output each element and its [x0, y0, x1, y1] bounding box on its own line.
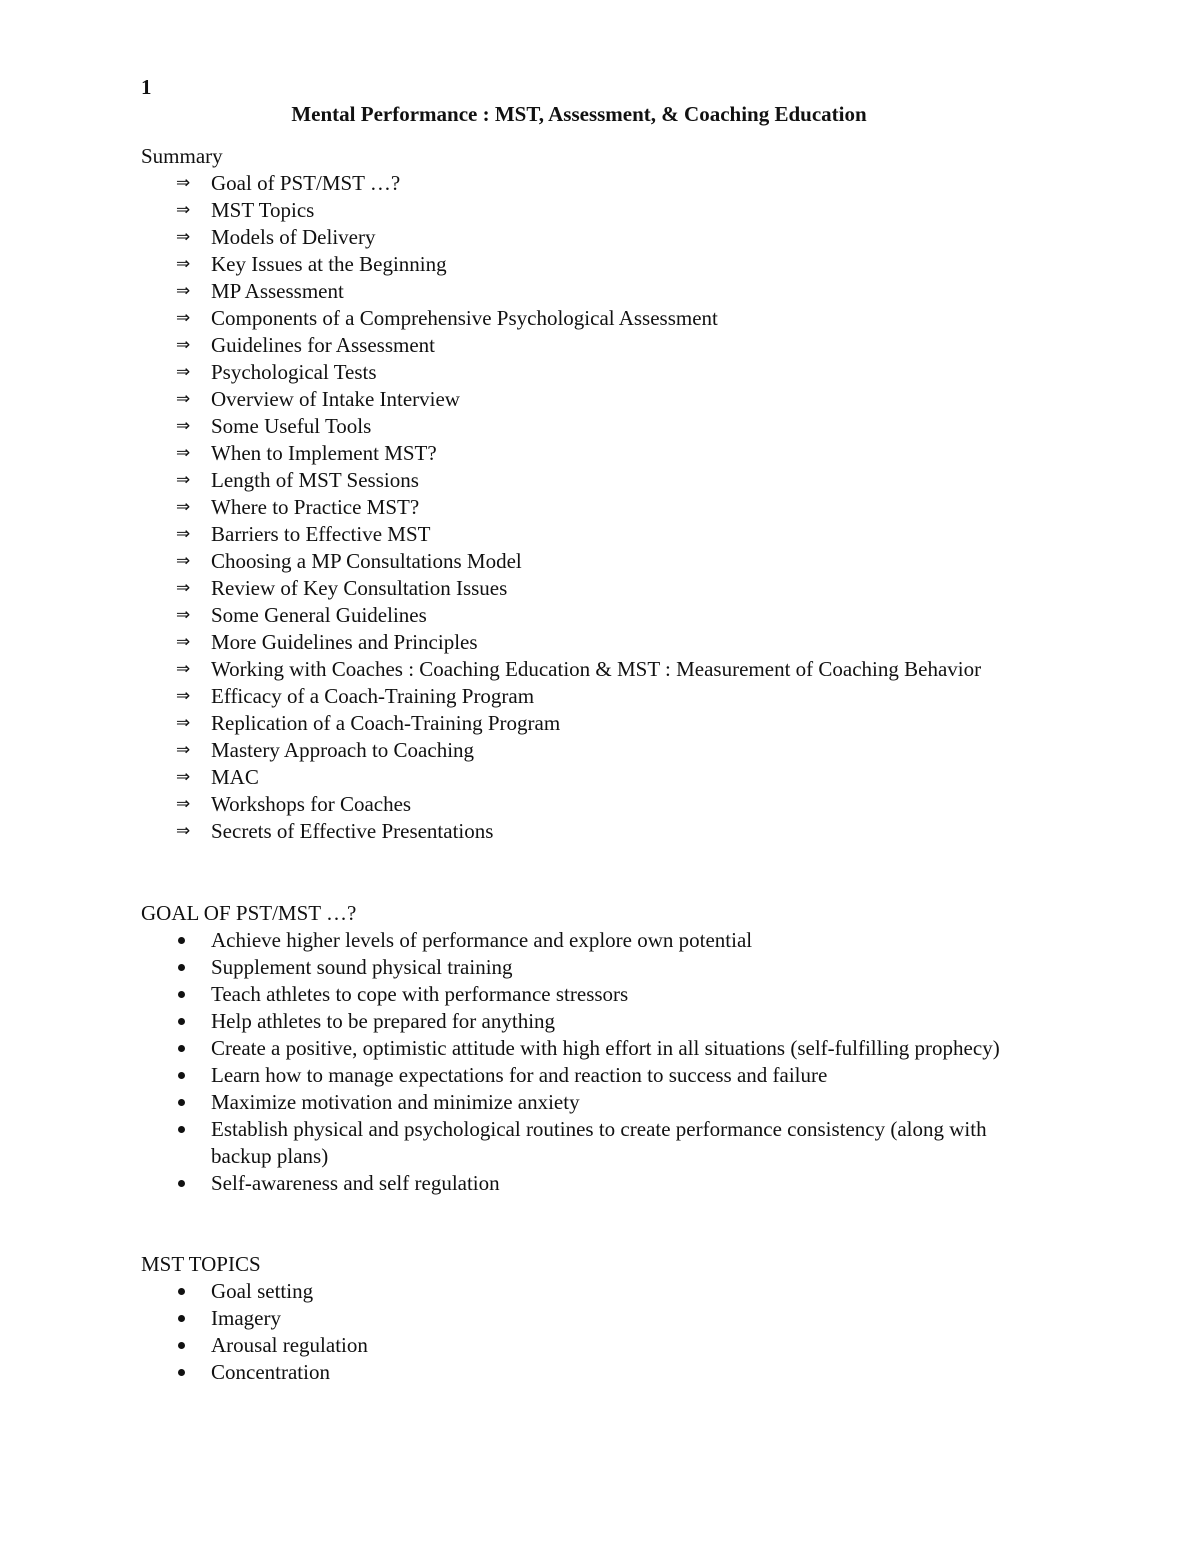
bullet-dot-icon: [178, 1099, 185, 1106]
goals-list: [141, 927, 1041, 1197]
list-item: [141, 602, 1041, 629]
document-title: Mental Performance : MST, Assessment, & Coaching Education: [291, 102, 867, 126]
double-arrow-icon: ⇒: [176, 443, 191, 463]
double-arrow-icon: ⇒: [176, 416, 191, 436]
list-item: [141, 629, 1041, 656]
list-item-text: Psychological Tests: [211, 360, 377, 384]
goals-section: [141, 900, 1041, 1197]
list-item-text: Concentration: [211, 1360, 330, 1384]
list-item-text: Achieve higher levels of performance and explore own potential: [211, 928, 753, 952]
list-item-text: Create a positive, optimistic attitude with high effort in all situations (self-fulfilling prophecy): [211, 1036, 1000, 1060]
double-arrow-icon: ⇒: [176, 200, 191, 220]
list-item: [141, 1359, 1041, 1386]
list-item: [141, 1089, 1041, 1116]
summary-section: [141, 143, 1041, 845]
bullet-dot-icon: [178, 1342, 185, 1349]
list-item: [141, 764, 1041, 791]
list-item: [141, 818, 1041, 845]
list-item: [141, 197, 1041, 224]
summary-heading: Summary: [141, 144, 223, 168]
list-item: [141, 386, 1041, 413]
double-arrow-icon: ⇒: [176, 605, 191, 625]
double-arrow-icon: ⇒: [176, 254, 191, 274]
double-arrow-icon: ⇒: [176, 821, 191, 841]
list-item: [141, 656, 1041, 683]
list-item: [141, 494, 1041, 521]
double-arrow-icon: ⇒: [176, 497, 191, 517]
topics-section: [141, 1251, 1041, 1386]
list-item: [141, 1278, 1041, 1305]
list-item: [141, 170, 1041, 197]
list-item-text: MP Assessment: [211, 279, 344, 303]
list-item: [141, 305, 1041, 332]
list-item-text: Some Useful Tools: [211, 414, 372, 438]
summary-list: [141, 170, 1041, 845]
list-item: [141, 954, 1041, 981]
list-item-text: Goal setting: [211, 1279, 314, 1303]
bullet-dot-icon: [178, 1072, 185, 1079]
list-item-text: MAC: [211, 765, 259, 789]
list-item: [141, 548, 1041, 575]
double-arrow-icon: ⇒: [176, 362, 191, 382]
bullet-dot-icon: [178, 1180, 185, 1187]
double-arrow-icon: ⇒: [176, 794, 191, 814]
double-arrow-icon: ⇒: [176, 578, 191, 598]
list-item: [141, 1305, 1041, 1332]
double-arrow-icon: ⇒: [176, 767, 191, 787]
list-item-text: Length of MST Sessions: [211, 468, 419, 492]
double-arrow-icon: ⇒: [176, 740, 191, 760]
double-arrow-icon: ⇒: [176, 308, 191, 328]
double-arrow-icon: ⇒: [176, 335, 191, 355]
double-arrow-icon: ⇒: [176, 389, 191, 409]
list-item: [141, 278, 1041, 305]
list-item: [141, 981, 1041, 1008]
list-item-text: When to Implement MST?: [211, 441, 437, 465]
list-item: [141, 332, 1041, 359]
list-item-text: Imagery: [211, 1306, 281, 1330]
list-item-text: Choosing a MP Consultations Model: [211, 549, 522, 573]
list-item-text: Self-awareness and self regulation: [211, 1171, 500, 1195]
list-item: [141, 927, 1041, 954]
page-number: 1: [141, 75, 152, 99]
list-item: [141, 521, 1041, 548]
list-item-text: Review of Key Consultation Issues: [211, 576, 508, 600]
double-arrow-icon: ⇒: [176, 227, 191, 247]
list-item-text: Maximize motivation and minimize anxiety: [211, 1090, 580, 1114]
double-arrow-icon: ⇒: [176, 281, 191, 301]
list-item: [141, 1332, 1041, 1359]
list-item-text: MST Topics: [211, 198, 315, 222]
list-item: [141, 710, 1041, 737]
bullet-dot-icon: [178, 964, 185, 971]
list-item-text: Supplement sound physical training: [211, 955, 513, 979]
list-item: [141, 224, 1041, 251]
double-arrow-icon: ⇒: [176, 632, 191, 652]
double-arrow-icon: ⇒: [176, 659, 191, 679]
list-item: [141, 683, 1041, 710]
bullet-dot-icon: [178, 937, 185, 944]
list-item: [141, 413, 1041, 440]
list-item: [141, 575, 1041, 602]
list-item: [141, 1035, 1041, 1062]
bullet-dot-icon: [178, 1018, 185, 1025]
list-item-text: Workshops for Coaches: [211, 792, 412, 816]
list-item: [141, 251, 1041, 278]
list-item-text: Arousal regulation: [211, 1333, 368, 1357]
double-arrow-icon: ⇒: [176, 524, 191, 544]
bullet-dot-icon: [178, 991, 185, 998]
bullet-dot-icon: [178, 1045, 185, 1052]
double-arrow-icon: ⇒: [176, 173, 191, 193]
list-item-text: Key Issues at the Beginning: [211, 252, 447, 276]
list-item: [141, 1116, 1041, 1170]
double-arrow-icon: ⇒: [176, 470, 191, 490]
list-item-text: Some General Guidelines: [211, 603, 427, 627]
list-item-text: Where to Practice MST?: [211, 495, 420, 519]
topics-heading: MST TOPICS: [141, 1252, 261, 1276]
list-item-text: Guidelines for Assessment: [211, 333, 435, 357]
list-item-text: Secrets of Effective Presentations: [211, 819, 494, 843]
list-item-text: More Guidelines and Principles: [211, 630, 478, 654]
list-item-text: Overview of Intake Interview: [211, 387, 460, 411]
list-item-text: Barriers to Effective MST: [211, 522, 431, 546]
list-item: [141, 1008, 1041, 1035]
list-item-text: Working with Coaches : Coaching Education & MST : Measurement of Coaching Behavior: [211, 657, 982, 681]
list-item-text: Models of Delivery: [211, 225, 376, 249]
bullet-dot-icon: [178, 1369, 185, 1376]
bullet-dot-icon: [178, 1126, 185, 1133]
list-item-text: Efficacy of a Coach-Training Program: [211, 684, 535, 708]
list-item-text: Learn how to manage expectations for and reaction to success and failure: [211, 1063, 828, 1087]
list-item-text: Teach athletes to cope with performance stressors: [211, 982, 629, 1006]
list-item-text: Establish physical and psychological routines to create performance consistency (along with backup plans): [211, 1117, 987, 1168]
bullet-dot-icon: [178, 1315, 185, 1322]
goals-heading: GOAL OF PST/MST …?: [141, 901, 357, 925]
list-item-text: Components of a Comprehensive Psychological Assessment: [211, 306, 718, 330]
list-item: [141, 359, 1041, 386]
list-item-text: Goal of PST/MST …?: [211, 171, 401, 195]
list-item: [141, 467, 1041, 494]
list-item-text: Help athletes to be prepared for anything: [211, 1009, 556, 1033]
list-item: [141, 737, 1041, 764]
list-item: [141, 440, 1041, 467]
double-arrow-icon: ⇒: [176, 686, 191, 706]
double-arrow-icon: ⇒: [176, 713, 191, 733]
list-item: [141, 791, 1041, 818]
bullet-dot-icon: [178, 1288, 185, 1295]
list-item: [141, 1170, 1041, 1197]
topics-list: [141, 1278, 1041, 1386]
list-item: [141, 1062, 1041, 1089]
list-item-text: Mastery Approach to Coaching: [211, 738, 475, 762]
list-item-text: Replication of a Coach-Training Program: [211, 711, 561, 735]
double-arrow-icon: ⇒: [176, 551, 191, 571]
